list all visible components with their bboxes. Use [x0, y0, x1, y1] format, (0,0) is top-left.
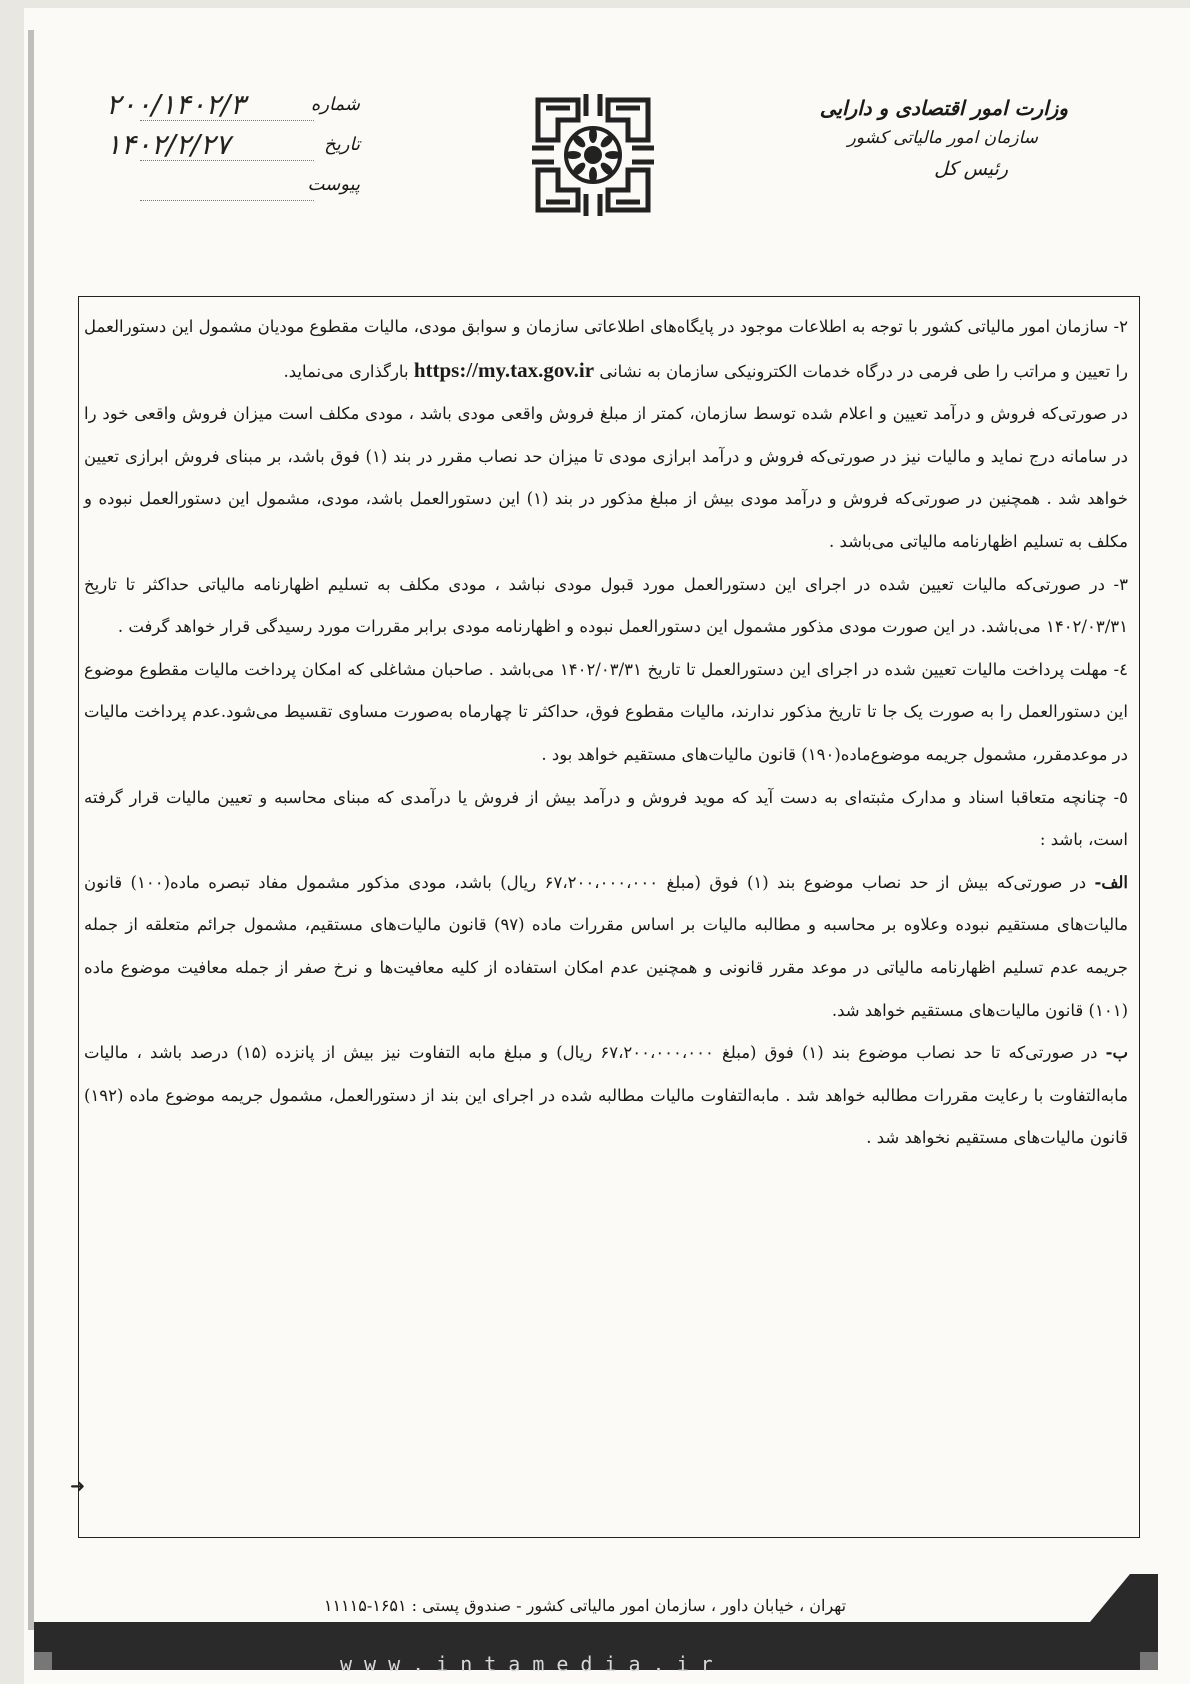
letter-number: ۲۰۰/۱۴۰۲/۳	[106, 88, 246, 121]
ministry-name: وزارت امور اقتصادی و دارایی	[819, 96, 1068, 120]
tax-organization-emblem-icon	[528, 90, 658, 220]
letter-body	[84, 306, 1128, 1160]
organization-name: سازمان امور مالیاتی کشور	[847, 128, 1038, 148]
footer-band-corner	[1130, 1574, 1158, 1622]
number-label: شماره	[310, 94, 360, 115]
letter-date: ۱۴۰۲/۲/۲۷	[106, 128, 231, 161]
margin-arrow-icon: ➜	[70, 1476, 86, 1497]
clause-2-end: بارگذاری می‌نماید.	[283, 361, 409, 381]
clause-4: ٤- مهلت پرداخت مالیات تعیین شده در اجرای این دستورالعمل تا تاریخ ۱۴۰۲/۰۳/۳۱ می‌باشد . صاحبان مشاغلی که امکان پرداخت مالیات مقطوع موضوع این دستورالعمل را به صورت یک جا تا تاریخ مذکور ندارند، مالیات مقطوع فوق، حداکثر تا چهارماه به‌صورت مساوی تقسیط می‌شود.عدم پرداخت مالیات در موعدمقرر، مشمول جریمه موضوع‌ماده(۱۹۰) قانون مالیات‌های مستقیم خواهد بود .	[84, 659, 1128, 764]
reference-block	[100, 90, 360, 210]
footer-square-right	[1140, 1652, 1158, 1670]
scan-edge	[28, 30, 34, 1630]
be-label: ب-	[1105, 1043, 1128, 1063]
footer-address: تهران ، خیابان داور ، سازمان امور مالیاتی کشور - صندوق پستی : ۱۶۵۱-۱۱۱۱۵	[323, 1596, 847, 1615]
footer-square-left	[34, 1652, 52, 1670]
clause-3: ۳- در صورتی‌که مالیات تعیین شده در اجرای این دستورالعمل مورد قبول مودی نباشد ، مودی مکلف به تسلیم اظهارنامه مالیاتی حداکثر تا تاریخ ۱۴۰۲/۰۳/۳۱ می‌باشد. در این صورت مودی مذکور مشمول این دستورالعمل نبوده و اظهارنامه مودی برابر مقررات مورد رسیدگی قرار خواهد گرفت .	[84, 574, 1128, 637]
tax-portal-link[interactable]: https://my.tax.gov.ir	[413, 357, 595, 382]
clause-5-be	[84, 1032, 1128, 1160]
clause-5: ٥- چنانچه متعاقبا اسناد و مدارک مثبته‌ای به دست آید که موید فروش و درآمد بیش از فروش یا درآمدی که مبنای محاسبه و تعیین مالیات قرار گرفته است، باشد :	[84, 787, 1128, 850]
letterhead	[748, 96, 1068, 180]
clause-2-text: ۲- سازمان امور مالیاتی کشور با توجه به اطلاعات موجود در پایگاه‌های اطلاعاتی سازمان و سوابق مودی، مالیات مقطوع مودیان مشمول این دستورالعمل را تعیین و مراتب را طی فرمی در درگاه خدمات الکترونیکی سازمان به نشانی	[84, 317, 1128, 381]
date-label: تاریخ	[324, 134, 360, 155]
office-title: رئیس کل	[934, 158, 1008, 180]
clause-5-alef	[84, 862, 1128, 1032]
letter-date-row	[100, 130, 360, 170]
attachment-label: پیوست	[307, 174, 360, 195]
letter-number-row	[100, 90, 360, 130]
watermark-website: www.intamedia.ir	[340, 1652, 725, 1676]
clause-2-continued: در صورتی‌که فروش و درآمد تعیین و اعلام شده توسط سازمان، کمتر از مبلغ فروش واقعی مودی باشد ، مودی مکلف است میزان فروش واقعی خود را در سامانه درج نماید و مالیات نیز در صورتی‌که فروش و درآمد ابرازی مودی تا میزان حد نصاب مقرر در بند (۱) فوق باشد، بر مبنای فروش ابرازی تعیین خواهد شد . همچنین در صورتی‌که فروش و درآمد مودی بیش از مبلغ مذکور در بند (۱) این دستورالعمل باشد، مودی، مشمول این دستورالعمل نبوده و مکلف به تسلیم اظهارنامه مالیاتی می‌باشد .	[84, 404, 1128, 551]
clause-2	[84, 306, 1128, 393]
be-text: در صورتی‌که تا حد نصاب موضوع بند (۱) فوق (مبلغ ۶۷،۲۰۰،۰۰۰،۰۰۰ ریال) و مبلغ مابه التفاوت نیز بیش از پانزده (۱۵) درصد باشد ، مالیات مابه‌التفاوت با رعایت مقررات مطالبه خواهد شد . مابه‌التفاوت مالیات مطالبه شده در اجرای این بند از دستورالعمل، مشمول جریمه موضوع ماده (۱۹۲) قانون مالیات‌های مستقیم نخواهد شد .	[84, 1043, 1128, 1148]
alef-label: الف-	[1094, 872, 1129, 892]
attachment-line	[140, 200, 314, 201]
alef-text: در صورتی‌که بیش از حد نصاب موضوع بند (۱) فوق (مبلغ ۶۷،۲۰۰،۰۰۰،۰۰۰ ریال) باشد، مودی مذکور مشمول مفاد تبصره ماده(۱۰۰) قانون مالیات‌های مستقیم نبوده وعلاوه بر محاسبه و مطالبه مالیات بر اساس مقررات ماده (۹۷) قانون مالیات‌های مستقیم، مشمول جرائم متعلقه از جمله جریمه عدم تسلیم اظهارنامه مالیاتی در موعد مقرر قانونی و همچنین عدم امکان استفاده از کلیه معافیت‌ها و نرخ صفر از جمله معافیت موضوع ماده (۱۰۱) قانون مالیات‌های مستقیم خواهد شد.	[84, 872, 1128, 1020]
attachment-row	[100, 170, 360, 210]
footer-band-wedge	[1090, 1574, 1130, 1622]
